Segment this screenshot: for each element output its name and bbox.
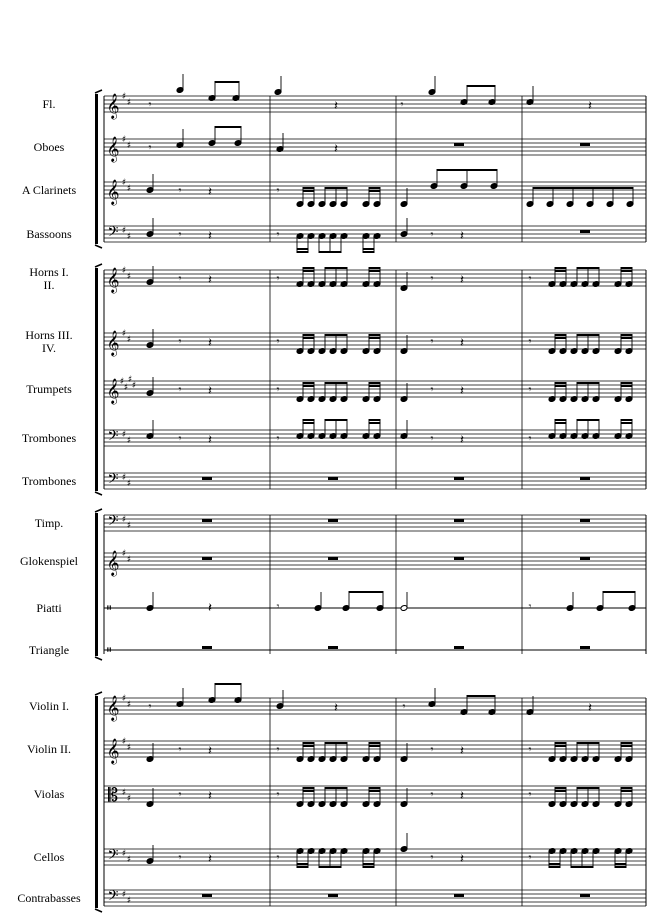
beam [369,270,381,272]
instrument-label-violin-2: Violin II. [27,742,71,756]
eighth-rest-icon: 𝄾 [178,432,182,445]
beam [369,334,381,336]
instrument-label-violin-1: Violin I. [29,699,69,713]
quarter-rest-icon: 𝄽 [334,99,338,114]
quarter-rest-icon: 𝄽 [208,229,212,244]
treble-clef-icon: 𝄞 [106,379,120,404]
beam [621,745,633,747]
bass-clef-icon: 𝄢 [107,888,119,908]
treble-clef-icon: 𝄞 [106,137,120,162]
sharp-icon: ♯ [121,92,127,102]
beam [303,334,315,336]
instrument-label-fl: Fl. [42,97,56,111]
sharp-icon: ♯ [126,700,132,710]
quarter-rest-icon: 𝄽 [208,744,212,759]
beam [297,251,309,253]
beam [319,251,342,253]
eighth-rest-icon: 𝄾 [276,788,280,801]
sharp-icon: ♯ [127,375,133,385]
eighth-rest-icon: 𝄾 [528,335,532,348]
beam [621,334,633,336]
beam [615,863,627,865]
whole-rest [580,230,590,233]
beam [325,787,348,789]
eighth-rest-icon: 𝄾 [178,228,182,241]
sharp-icon: ♯ [119,377,125,387]
beam [555,385,567,387]
beam [303,745,315,747]
instrument-label-trumpets: Trumpets [26,382,72,396]
sharp-icon: ♯ [121,694,127,704]
bracket-hook [95,909,102,912]
bass-clef-icon: 𝄢 [107,847,119,867]
beam [577,419,600,421]
whole-rest [580,894,590,897]
beam [325,334,348,336]
whole-rest [328,557,338,560]
beam [621,337,633,339]
sharp-icon: ♯ [121,266,127,276]
beam [621,382,633,384]
beam [621,787,633,789]
whole-rest [328,477,338,480]
sharp-icon: ♯ [126,232,132,242]
score-systems [95,74,646,912]
beam [549,866,561,868]
beam [577,742,600,744]
eighth-rest-icon: 𝄾 [528,851,532,864]
whole-rest [202,894,212,897]
instrument-label-oboes: Oboes [33,140,65,154]
eighth-rest-icon: 𝄾 [178,383,182,396]
sharp-icon: ♯ [126,141,132,151]
eighth-rest-icon: 𝄾 [400,98,404,111]
whole-rest [202,477,212,480]
whole-rest [328,646,338,649]
eighth-rest-icon: 𝄾 [178,335,182,348]
beam [215,81,240,83]
beam [555,334,567,336]
beam [621,742,633,744]
sharp-icon: ♯ [121,515,127,525]
bracket-hook [95,90,102,93]
quarter-rest-icon: 𝄽 [460,852,464,867]
bracket-hook [95,492,102,495]
sharp-icon: ♯ [121,329,127,339]
quarter-rest-icon: 𝄽 [460,744,464,759]
sharp-icon: ♯ [126,555,132,565]
sharp-icon: ♯ [121,473,127,483]
beam [325,382,348,384]
beam [555,422,567,424]
beam [555,267,567,269]
eighth-rest-icon: 𝄾 [276,383,280,396]
quarter-rest-icon: 𝄽 [208,336,212,351]
sharp-icon: ♯ [126,272,132,282]
eighth-rest-icon: 𝄾 [430,335,434,348]
quarter-rest-icon: 𝄽 [208,601,212,616]
sharp-icon: ♯ [126,479,132,489]
sharp-icon: ♯ [126,98,132,108]
instrument-label-timp: Timp. [34,516,64,530]
eighth-rest-icon: 𝄾 [430,743,434,756]
beam [621,790,633,792]
treble-clef-icon: 𝄞 [106,331,120,356]
whole-rest [328,894,338,897]
eighth-rest-icon: 𝄾 [528,272,532,285]
quarter-rest-icon: 𝄽 [588,701,592,716]
eighth-rest-icon: 𝄾 [276,851,280,864]
treble-clef-icon: 𝄞 [106,268,120,293]
beam [325,742,348,744]
sharp-icon: ♯ [121,737,127,747]
sharp-icon: ♯ [123,383,129,393]
bracket [95,513,98,656]
eighth-rest-icon: 𝄾 [528,743,532,756]
eighth-rest-icon: 𝄾 [148,98,152,111]
eighth-rest-icon: 𝄾 [276,228,280,241]
quarter-rest-icon: 𝄽 [334,142,338,157]
whole-rest [580,519,590,522]
beam [369,787,381,789]
quarter-rest-icon: 𝄽 [208,433,212,448]
whole-rest [580,143,590,146]
quarter-rest-icon: 𝄽 [460,384,464,399]
beam [363,251,375,253]
beam [369,790,381,792]
eighth-rest-icon: 𝄾 [528,432,532,445]
instrument-label-contrabasses: Contrabasses [17,891,81,905]
treble-clef-icon: 𝄞 [106,94,120,119]
instrument-label-violas: Violas [33,787,65,801]
beam [325,267,348,269]
beam [555,742,567,744]
beam [549,863,561,865]
sharp-icon: ♯ [121,430,127,440]
beam [303,790,315,792]
eighth-rest-icon: 𝄾 [402,700,406,713]
sharp-icon: ♯ [121,890,127,900]
beam [215,683,242,685]
beam [621,385,633,387]
beam [577,267,600,269]
whole-rest [454,519,464,522]
beam [577,382,600,384]
whole-rest [454,894,464,897]
eighth-rest-icon: 𝄾 [528,383,532,396]
whole-rest [454,477,464,480]
quarter-rest-icon: 𝄽 [208,384,212,399]
quarter-rest-icon: 𝄽 [334,701,338,716]
beam [215,126,242,128]
quarter-rest-icon: 𝄽 [588,99,592,114]
beam [303,742,315,744]
whole-rest [454,143,464,146]
bass-clef-icon: 𝄢 [107,471,119,491]
instrument-label-horns-1-2: Horns I. II. [29,265,69,292]
treble-clef-icon: 𝄞 [106,551,120,576]
bracket [95,94,98,244]
percussion-clef-icon: 𝄥 [107,601,111,615]
quarter-rest-icon: 𝄽 [208,789,212,804]
beam [369,422,381,424]
quarter-rest-icon: 𝄽 [460,789,464,804]
eighth-rest-icon: 𝄾 [276,335,280,348]
beam [615,866,627,868]
eighth-rest-icon: 𝄾 [430,228,434,241]
beam [303,190,315,192]
quarter-rest-icon: 𝄽 [460,336,464,351]
beam [577,787,600,789]
instrument-label-trombones-2: Trombones [21,474,77,488]
sharp-icon: ♯ [126,896,132,906]
eighth-rest-icon: 𝄾 [430,788,434,801]
eighth-rest-icon: 𝄾 [178,788,182,801]
eighth-rest-icon: 𝄾 [178,851,182,864]
beam [555,787,567,789]
sharp-icon: ♯ [121,549,127,559]
bass-clef-icon: 𝄢 [107,428,119,448]
sharp-icon: ♯ [126,855,132,865]
bass-clef-icon: 𝄢 [107,224,119,244]
beam [349,591,384,593]
sharp-icon: ♯ [121,135,127,145]
beam [297,248,309,250]
eighth-rest-icon: 𝄾 [430,432,434,445]
bracket [95,268,98,491]
beam [303,419,315,421]
sharp-icon: ♯ [121,178,127,188]
instrument-label-trombones-1: Trombones [21,431,77,445]
beam [369,745,381,747]
beam [467,85,496,87]
sharp-icon: ♯ [126,436,132,446]
beam [319,866,342,868]
bracket-hook [95,264,102,267]
whole-rest [202,519,212,522]
sharp-icon: ♯ [126,794,132,804]
whole-rest [454,557,464,560]
beam [369,267,381,269]
eighth-rest-icon: 𝄾 [178,184,182,197]
beam [555,745,567,747]
beam [555,382,567,384]
beam [533,187,634,189]
sharp-icon: ♯ [126,184,132,194]
whole-rest [580,557,590,560]
beam [303,187,315,189]
beam [363,866,375,868]
quarter-rest-icon: 𝄽 [208,185,212,200]
bracket [95,696,98,908]
eighth-rest-icon: 𝄾 [276,272,280,285]
eighth-rest-icon: 𝄾 [276,184,280,197]
quarter-rest-icon: 𝄽 [208,273,212,288]
sharp-icon: ♯ [126,743,132,753]
sharp-icon: ♯ [126,521,132,531]
quarter-rest-icon: 𝄽 [460,273,464,288]
beam [369,187,381,189]
eighth-rest-icon: 𝄾 [528,788,532,801]
instrument-label-triangle: Triangle [28,643,70,657]
treble-clef-icon: 𝄞 [106,180,120,205]
beam [297,866,309,868]
beam [621,270,633,272]
sharp-icon: ♯ [121,788,127,798]
beam [577,334,600,336]
beam [303,385,315,387]
whole-rest [580,477,590,480]
whole-rest [454,646,464,649]
percussion-clef-icon: 𝄥 [107,643,111,657]
sharp-icon: ♯ [121,226,127,236]
sharp-icon: ♯ [121,849,127,859]
beam [555,419,567,421]
treble-clef-icon: 𝄞 [106,696,120,721]
beam [603,591,636,593]
beam [363,248,375,250]
eighth-rest-icon: 𝄾 [430,851,434,864]
instrument-label-piatti: Piatti [36,601,62,615]
bass-clef-icon: 𝄢 [107,513,119,533]
beam [555,337,567,339]
beam [303,422,315,424]
beam [437,169,498,171]
treble-clef-icon: 𝄞 [106,739,120,764]
whole-rest [580,646,590,649]
instrument-label-horns-3-4: Horns III. IV. [25,328,73,355]
beam [571,866,594,868]
eighth-rest-icon: 𝄾 [178,743,182,756]
quarter-rest-icon: 𝄽 [460,433,464,448]
quarter-rest-icon: 𝄽 [208,852,212,867]
beam [303,337,315,339]
beam [303,267,315,269]
instrument-label-cellos: Cellos [33,850,65,864]
beam [303,270,315,272]
beam [297,863,309,865]
eighth-rest-icon: 𝄾 [528,600,532,613]
beam [369,419,381,421]
beam [369,385,381,387]
bracket-hook [95,657,102,660]
eighth-rest-icon: 𝄾 [276,600,280,613]
beam [303,787,315,789]
eighth-rest-icon: 𝄾 [178,272,182,285]
beam [369,337,381,339]
beam [369,742,381,744]
alto-clef-icon: 𝄡 [107,785,119,806]
instrument-label-glokenspiel: Glokenspiel [20,554,78,568]
beam [555,270,567,272]
eighth-rest-icon: 𝄾 [430,383,434,396]
beam [325,187,348,189]
bracket-hook [95,245,102,248]
beam [467,695,496,697]
eighth-rest-icon: 𝄾 [276,743,280,756]
beam [555,790,567,792]
instrument-label-bassoons: Bassoons [26,227,72,241]
eighth-rest-icon: 𝄾 [276,432,280,445]
beam [621,422,633,424]
whole-rest [328,519,338,522]
sharp-icon: ♯ [131,381,137,391]
quarter-rest-icon: 𝄽 [460,229,464,244]
beam [363,863,375,865]
beam [325,419,348,421]
bracket-hook [95,509,102,512]
eighth-rest-icon: 𝄾 [148,700,152,713]
eighth-rest-icon: 𝄾 [430,272,434,285]
sharp-icon: ♯ [126,335,132,345]
eighth-rest-icon: 𝄾 [148,141,152,154]
beam [303,382,315,384]
beam [621,267,633,269]
whole-rest [202,646,212,649]
whole-rest [202,557,212,560]
beam [369,190,381,192]
bracket-hook [95,692,102,695]
instrument-label-a-clarinets: A Clarinets [21,183,77,197]
beam [369,382,381,384]
beam [621,419,633,421]
